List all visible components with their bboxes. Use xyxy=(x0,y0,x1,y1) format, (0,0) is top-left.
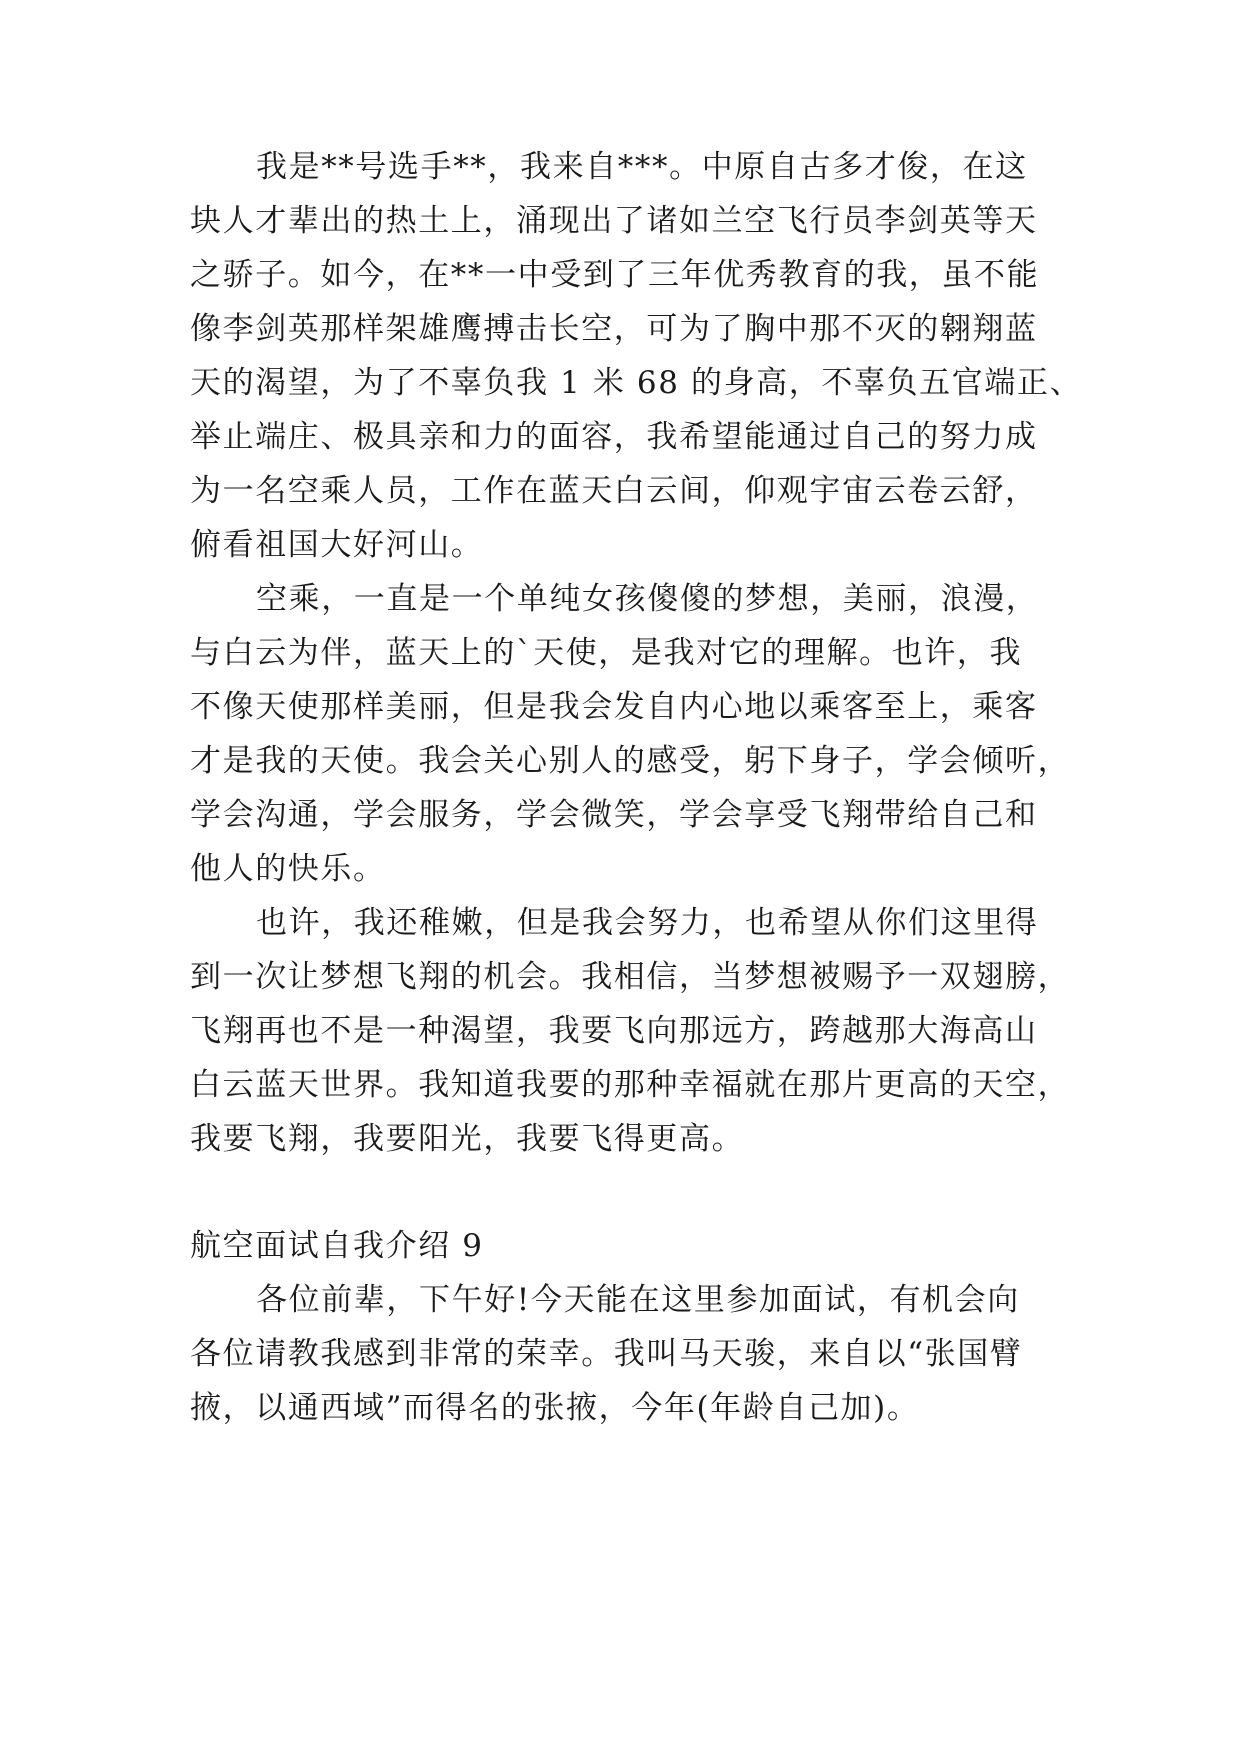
paragraph-line: 之骄子。如今，在**一中受到了三年优秀教育的我，虽不能 xyxy=(190,257,1040,293)
paragraph-line: 各位前辈，下午好!今天能在这里参加面试，有机会向 xyxy=(256,1282,1020,1318)
paragraph-line: 空乘，一直是一个单纯女孩傻傻的梦想，美丽，浪漫， xyxy=(256,581,1039,617)
paragraph-line: 到一次让梦想飞翔的机会。我相信，当梦想被赐予一双翅膀， xyxy=(190,959,1071,995)
paragraph-line: 为一名空乘人员，工作在蓝天白云间，仰观宇宙云卷云舒， xyxy=(190,473,1038,509)
paragraph-line: 像李剑英那样架雄鹰搏击长空，可为了胸中那不灭的翱翔蓝 xyxy=(190,311,1038,347)
paragraph-line: 也许，我还稚嫩，但是我会努力，也希望从你们这里得 xyxy=(256,905,1039,941)
paragraph-line: 飞翔再也不是一种渴望，我要飞向那远方，跨越那大海高山 xyxy=(190,1013,1038,1049)
paragraph-line: 举止端庄、极具亲和力的面容，我希望能通过自己的努力成 xyxy=(190,419,1038,455)
paragraph-line: 才是我的天使。我会关心别人的感受，躬下身子，学会倾听， xyxy=(190,743,1071,779)
paragraph-line: 俯看祖国大好河山。 xyxy=(190,527,484,563)
paragraph-line: 白云蓝天世界。我知道我要的那种幸福就在那片更高的天空， xyxy=(190,1067,1071,1103)
paragraph-line: 学会沟通，学会服务，学会微笑，学会享受飞翔带给自己和 xyxy=(190,797,1038,833)
paragraph-line: 我是**号选手**，我来自***。中原自古多才俊，在这 xyxy=(256,149,1028,185)
paragraph-line: 天的渴望，为了不辜负我 1 米 68 的身高，不辜负五官端正、 xyxy=(190,365,1083,401)
paragraph-line: 掖，以通西域”而得名的张掖，今年(年龄自己加)。 xyxy=(190,1390,920,1426)
paragraph-line: 他人的快乐。 xyxy=(190,851,386,887)
paragraph-line: 不像天使那样美丽，但是我会发自内心地以乘客至上，乘客 xyxy=(190,689,1038,725)
paragraph-line: 块人才辈出的热土上，涌现出了诸如兰空飞行员李剑英等天 xyxy=(190,203,1038,239)
section-heading: 航空面试自我介绍 9 xyxy=(190,1228,484,1264)
paragraph-line: 各位请教我感到非常的荣幸。我叫马天骏，来自以“张国臂 xyxy=(190,1336,1023,1372)
paragraph-line: 我要飞翔，我要阳光，我要飞得更高。 xyxy=(190,1121,745,1157)
paragraph-line: 与白云为伴，蓝天上的`天使，是我对它的理解。也许，我 xyxy=(190,635,1023,671)
